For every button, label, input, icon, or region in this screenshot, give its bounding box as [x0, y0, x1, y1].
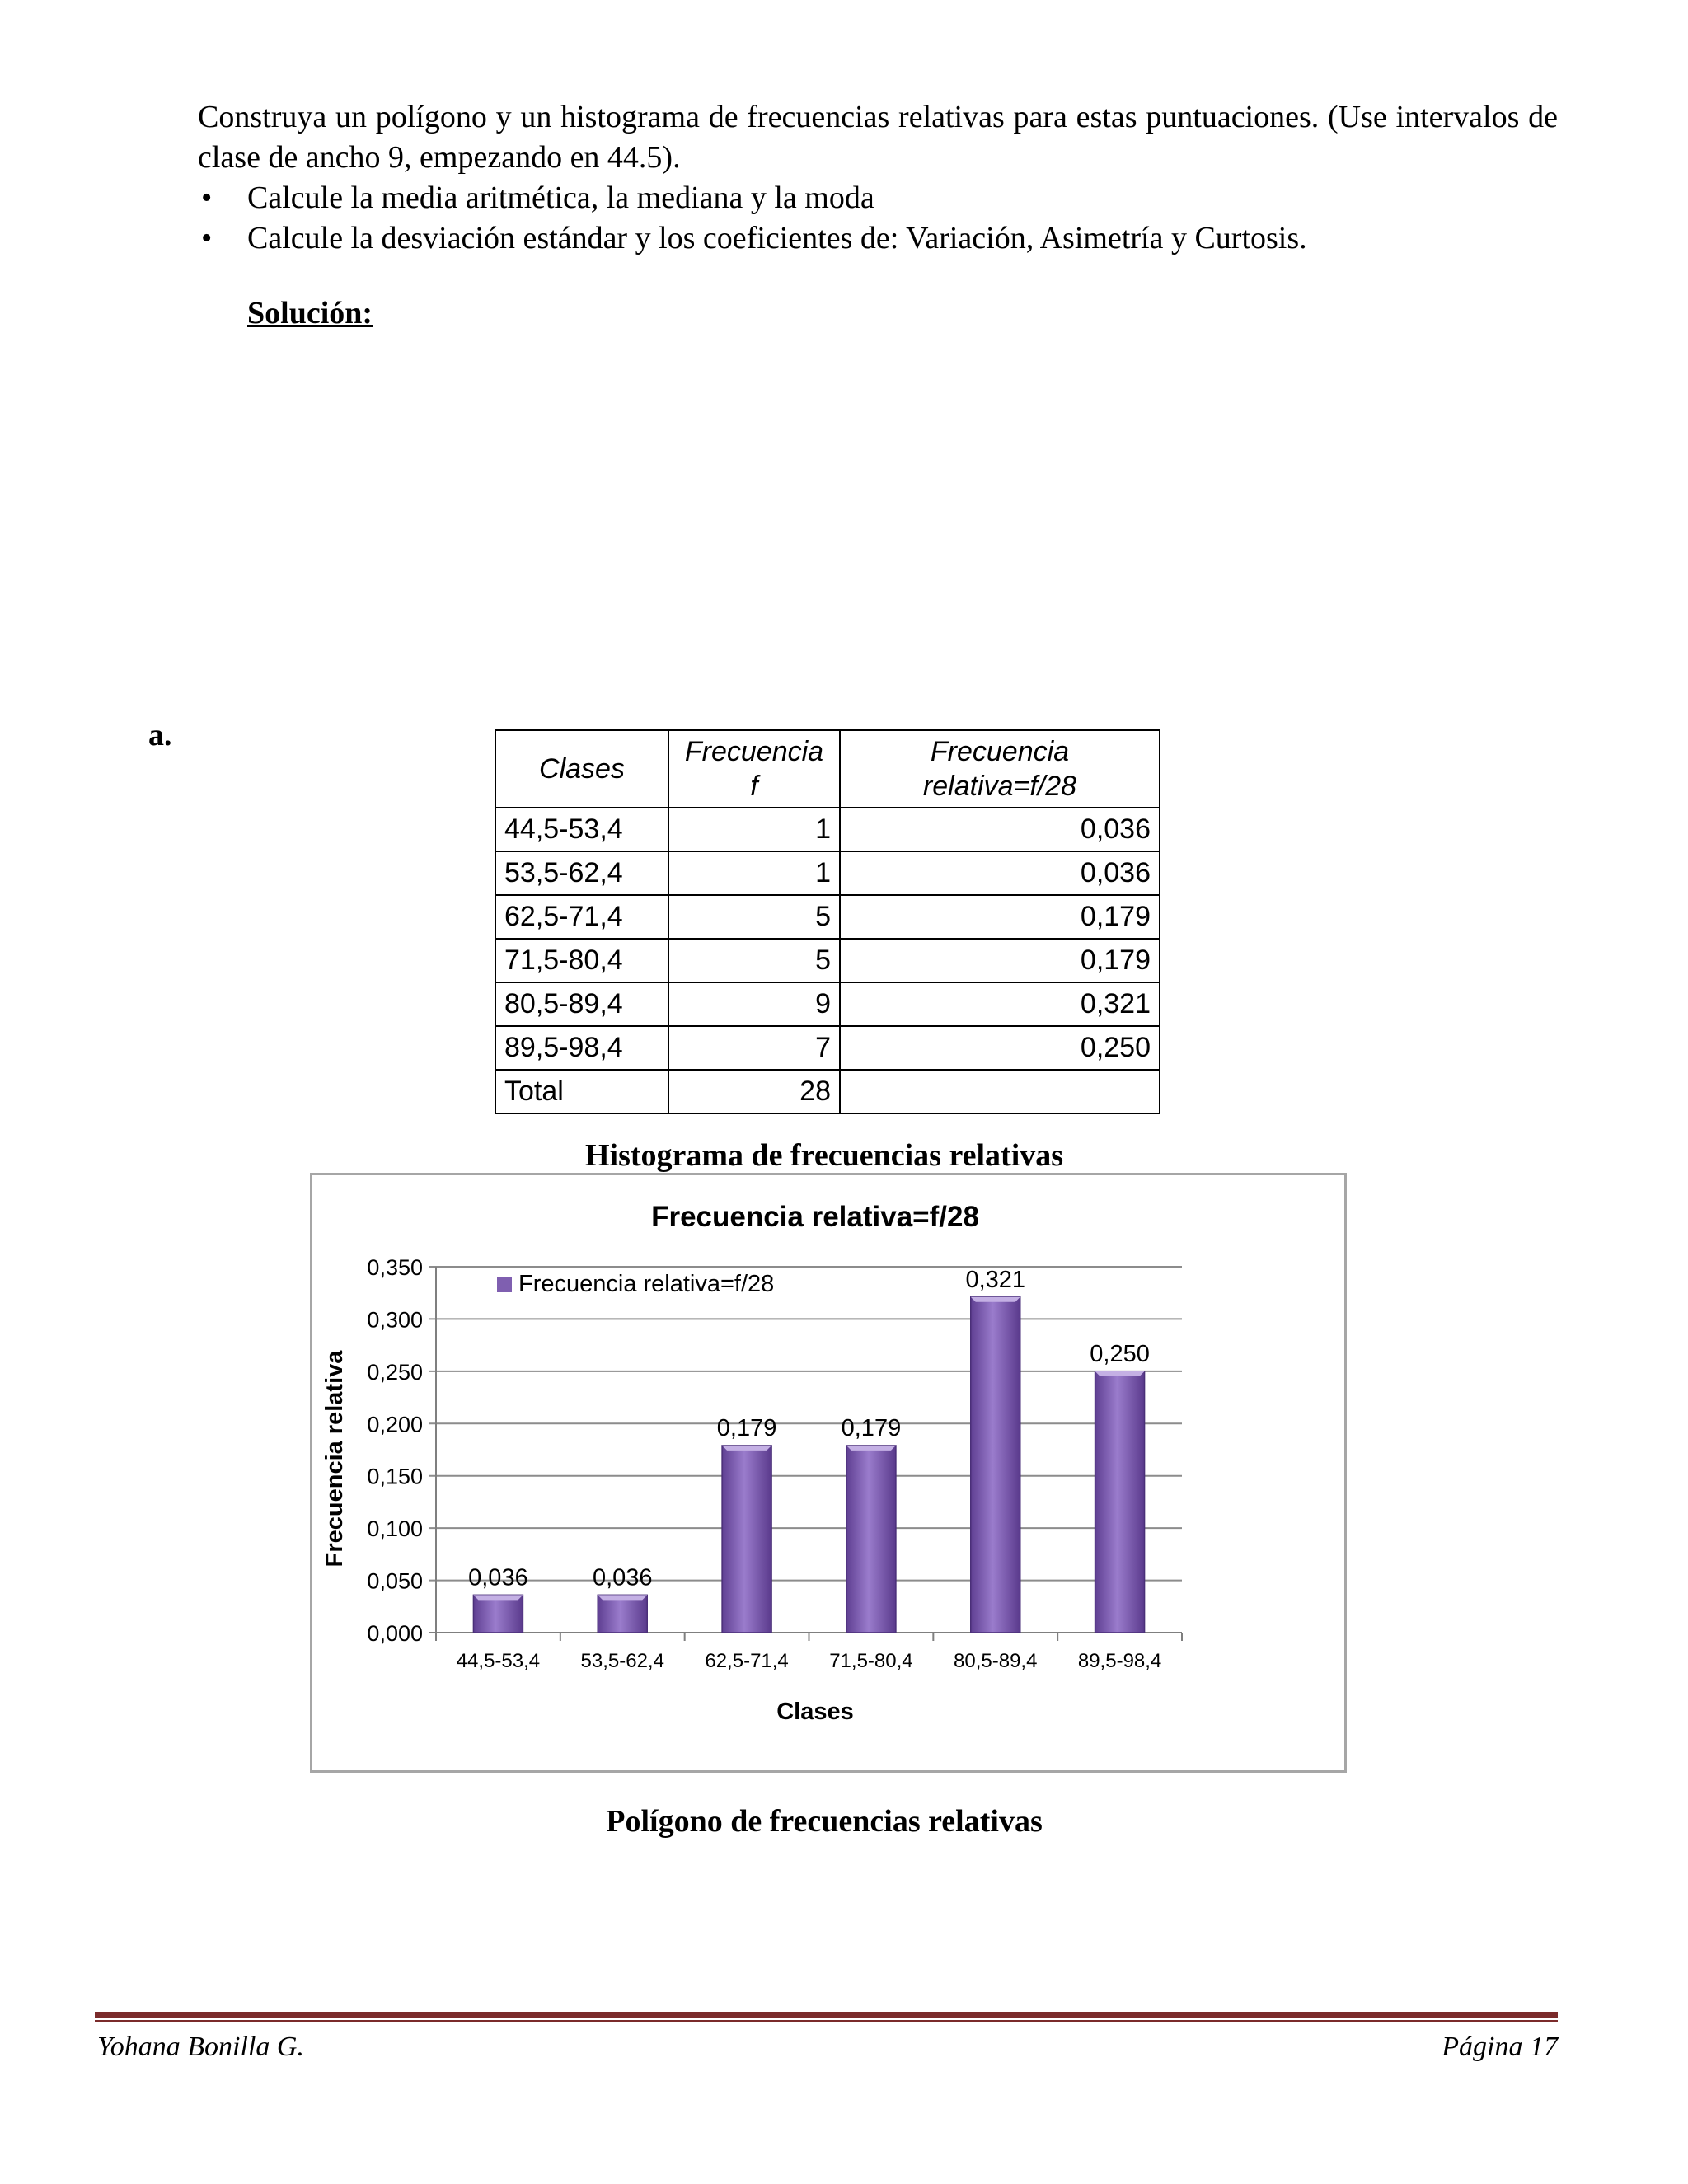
y-tick-label: 0,150	[367, 1464, 423, 1489]
y-tick-label: 0,000	[367, 1621, 423, 1646]
data-label: 0,179	[841, 1414, 902, 1441]
cell-total-f: 28	[668, 1070, 840, 1113]
solution-heading: Solución:	[247, 296, 373, 330]
x-tick-label: 71,5-80,4	[829, 1650, 913, 1672]
section-label: a.	[148, 718, 172, 752]
list-item	[198, 178, 1558, 218]
cell-rel: 0,179	[840, 939, 1160, 982]
intro-paragraph: Construya un polígono y un histograma de frecuencias relativas para estas puntuaciones. (Use intervalos de clase de ancho 9, empezando en 44.5).	[198, 100, 1558, 175]
x-tick-label: 62,5-71,4	[705, 1650, 789, 1672]
footer-divider-thin	[95, 2020, 1558, 2022]
bar	[722, 1446, 771, 1633]
bullet-icon: •	[201, 180, 213, 215]
cell-clase: 71,5-80,4	[495, 939, 668, 982]
bar-top	[1095, 1371, 1145, 1376]
y-tick-label: 0,350	[367, 1255, 423, 1280]
cell-clase: 80,5-89,4	[495, 982, 668, 1026]
cell-rel: 0,036	[840, 808, 1160, 851]
cell-f: 5	[668, 939, 840, 982]
bullet-text: Calcule la desviación estándar y los coeficientes de: Variación, Asimetría y Curtosis.	[247, 221, 1307, 255]
data-label: 0,321	[965, 1266, 1026, 1293]
x-tick-label: 44,5-53,4	[456, 1650, 541, 1672]
table-row	[495, 1026, 1160, 1070]
legend-label: Frecuencia relativa=f/28	[518, 1271, 775, 1297]
cell-rel: 0,321	[840, 982, 1160, 1026]
cell-rel: 0,250	[840, 1026, 1160, 1070]
table-header-row	[495, 730, 1160, 808]
y-tick-label: 0,250	[367, 1359, 423, 1385]
x-tick-label: 89,5-98,4	[1077, 1650, 1162, 1672]
cell-clase: 53,5-62,4	[495, 851, 668, 895]
bar	[473, 1595, 523, 1633]
y-tick-label: 0,050	[367, 1568, 423, 1594]
header-relativa-line2: relativa=f/28	[922, 771, 1077, 802]
header-frecuencia-line2: f	[750, 771, 758, 802]
bar	[598, 1595, 647, 1633]
bullet-icon: •	[201, 221, 213, 255]
table-row	[495, 895, 1160, 939]
list-item	[198, 218, 1558, 259]
cell-clase: 89,5-98,4	[495, 1026, 668, 1070]
x-axis-label: Clases	[776, 1699, 854, 1725]
frequency-table	[495, 729, 1160, 1114]
bar-top	[971, 1297, 1020, 1302]
cell-total-rel	[840, 1070, 1160, 1113]
table-row	[495, 982, 1160, 1026]
chart-area	[310, 1173, 1347, 1773]
legend-swatch	[497, 1277, 512, 1292]
bar-top	[846, 1446, 896, 1451]
x-tick-label: 53,5-62,4	[580, 1650, 664, 1672]
cell-clase: 44,5-53,4	[495, 808, 668, 851]
footer-author: Yohana Bonilla G.	[97, 2032, 304, 2062]
histogram-chart	[312, 1175, 1344, 1770]
bullet-text: Calcule la media aritmética, la mediana y la moda	[247, 180, 874, 215]
data-label: 0,179	[716, 1414, 777, 1441]
bar-top	[598, 1595, 647, 1600]
table-row	[495, 939, 1160, 982]
table-row	[495, 808, 1160, 851]
footer-page-number: Página 17	[1442, 2032, 1558, 2062]
table-total-row	[495, 1070, 1160, 1113]
header-frecuencia-relativa	[840, 730, 1160, 808]
histogram-heading: Histograma de frecuencias relativas	[584, 1138, 1064, 1173]
bar	[846, 1446, 896, 1633]
footer-divider	[95, 2012, 1558, 2018]
bar-top	[722, 1446, 771, 1451]
cell-rel: 0,036	[840, 851, 1160, 895]
cell-rel: 0,179	[840, 895, 1160, 939]
data-label: 0,036	[592, 1564, 653, 1591]
y-axis-label: Frecuencia relativa	[321, 1350, 348, 1568]
data-label: 0,036	[468, 1564, 528, 1591]
y-tick-label: 0,200	[367, 1412, 423, 1437]
bar-top	[473, 1595, 523, 1600]
cell-f: 1	[668, 851, 840, 895]
cell-f: 5	[668, 895, 840, 939]
table-row	[495, 851, 1160, 895]
cell-f: 1	[668, 808, 840, 851]
header-clases: Clases	[495, 730, 668, 808]
data-label: 0,250	[1090, 1340, 1150, 1367]
cell-clase: 62,5-71,4	[495, 895, 668, 939]
header-relativa-line1: Frecuencia	[930, 736, 1070, 767]
y-tick-label: 0,300	[367, 1307, 423, 1333]
cell-f: 9	[668, 982, 840, 1026]
bar	[1095, 1371, 1145, 1633]
header-frecuencia-line1: Frecuencia	[684, 736, 824, 767]
polygon-heading: Polígono de frecuencias relativas	[606, 1804, 1043, 1839]
x-tick-label: 80,5-89,4	[954, 1650, 1038, 1672]
header-frecuencia	[668, 730, 840, 808]
bar	[971, 1297, 1020, 1633]
cell-f: 7	[668, 1026, 840, 1070]
requirements-list	[198, 178, 1558, 259]
cell-total-label: Total	[495, 1070, 668, 1113]
chart-title: Frecuencia relativa=f/28	[651, 1201, 979, 1233]
y-tick-label: 0,100	[367, 1516, 423, 1542]
